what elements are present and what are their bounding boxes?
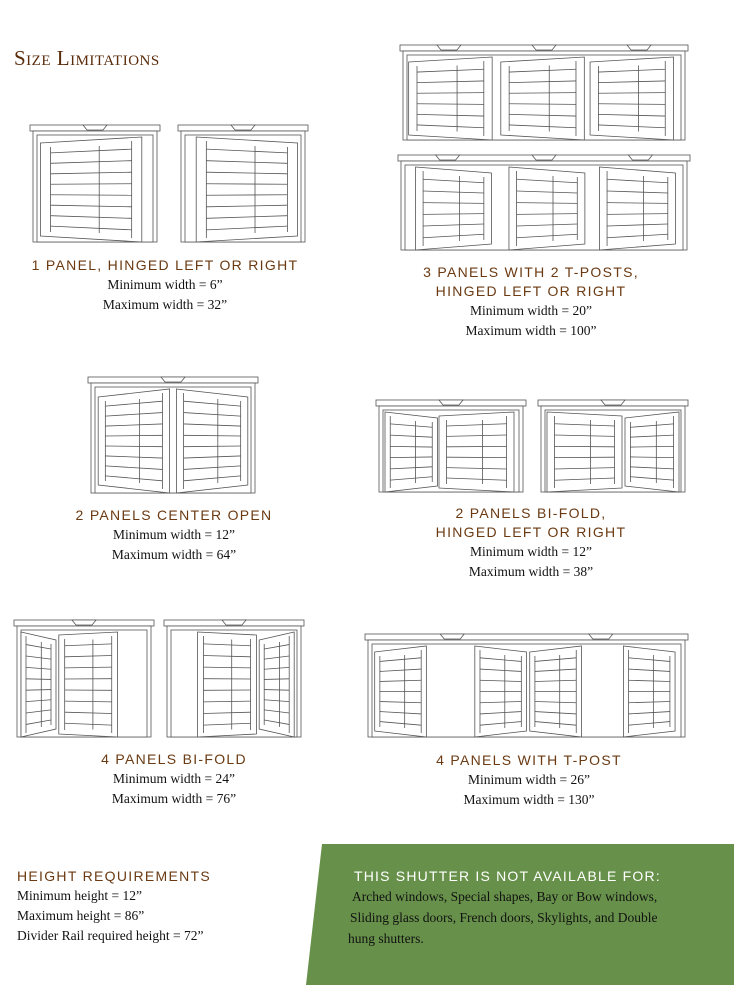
page-title: Size Limitations: [14, 46, 160, 70]
shutter-3-panels-bottom: [398, 155, 690, 250]
not-available-line: Arched windows, Special shapes, Bay or Bow windows,: [352, 889, 658, 904]
config-label: 2 PANELS CENTER OPEN: [75, 507, 273, 523]
max-width: Maximum width = 100”: [465, 323, 597, 338]
max-width: Maximum width = 38”: [468, 564, 594, 579]
min-width: Minimum width = 12”: [470, 544, 592, 559]
shutter-3-panels-top: [400, 45, 688, 140]
max-width: Maximum width = 32”: [102, 297, 228, 312]
config-2-bifold: [361, 504, 701, 582]
config-1-panel: [0, 256, 335, 315]
config-label: 4 PANELS BI-FOLD: [101, 751, 247, 767]
height-line: Minimum height = 12”: [17, 888, 142, 903]
not-available-line: Sliding glass doors, French doors, Skylights, and Double: [350, 910, 658, 925]
config-4-bifold: [4, 750, 344, 809]
shutter-2-bifold-left: [376, 400, 526, 492]
not-available-box: [350, 866, 720, 949]
config-label: HINGED LEFT OR RIGHT: [435, 524, 627, 540]
min-width: Minimum width = 6”: [107, 277, 223, 292]
config-label: 1 PANEL, HINGED LEFT OR RIGHT: [31, 257, 299, 273]
max-width: Maximum width = 76”: [111, 791, 237, 806]
height-requirements: [17, 866, 211, 946]
config-label: HINGED LEFT OR RIGHT: [435, 283, 627, 299]
shutter-4-tpost: [365, 634, 688, 737]
shutter-4-bifold-left: [14, 620, 154, 737]
height-heading: HEIGHT REQUIREMENTS: [17, 868, 212, 884]
height-line: Maximum height = 86”: [17, 908, 145, 923]
config-label: 2 PANELS BI-FOLD,: [455, 505, 607, 521]
shutter-1-panel-left: [30, 125, 160, 242]
max-width: Maximum width = 130”: [463, 792, 595, 807]
min-width: Minimum width = 20”: [470, 303, 592, 318]
min-width: Minimum width = 26”: [468, 772, 590, 787]
max-width: Maximum width = 64”: [111, 547, 237, 562]
config-4-tpost: [359, 751, 699, 810]
not-available-line: hung shutters.: [348, 931, 424, 946]
shutter-4-bifold-right: [164, 620, 304, 737]
shutter-2-center-open: [88, 377, 258, 493]
min-width: Minimum width = 12”: [113, 527, 235, 542]
shutter-1-panel-right: [178, 125, 308, 242]
config-label: 4 PANELS WITH T-POST: [436, 752, 622, 768]
config-2-center-open: [4, 506, 344, 565]
min-width: Minimum width = 24”: [113, 771, 235, 786]
config-3-panels: [361, 263, 701, 341]
height-line: Divider Rail required height = 72”: [17, 928, 204, 943]
shutter-2-bifold-right: [538, 400, 688, 492]
config-label: 3 PANELS WITH 2 T-POSTS,: [423, 264, 639, 280]
not-available-heading: THIS SHUTTER IS NOT AVAILABLE FOR:: [354, 868, 661, 884]
